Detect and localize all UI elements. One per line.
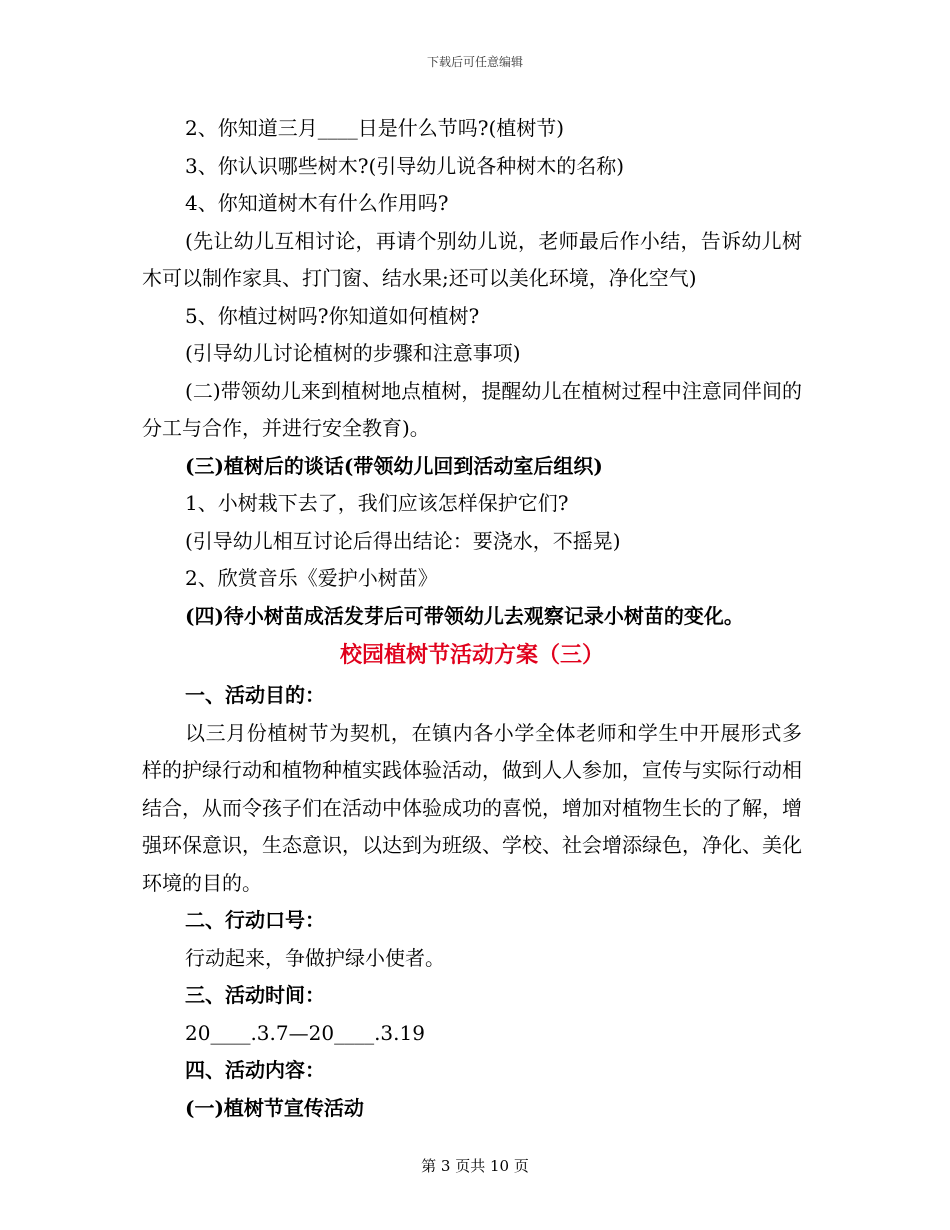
part-3-heading: (三)植树后的谈话(带领幼儿回到活动室后组织) <box>185 453 603 478</box>
section-4-subheading: (一)植树节宣传活动 <box>185 1095 364 1120</box>
part-3-question-1-answer: (引导幼儿相互讨论后得出结论：要浇水，不摇晃) <box>185 528 621 553</box>
section-1-body: 以三月份植树节为契机，在镇内各小学全体老师和学生中开展形式多样的护绿行动和植物种植实践体验活动，做到人人参加，宣传与实际行动相结合，从而令孩子们在活动中体验成功的喜悦，增加对植物生长的了解，增强环保意识，生态意识，以达到为班级、学校、社会增添绿色，净化、美化环境的目的。 <box>142 720 802 895</box>
part-4-heading: (四)待小树苗成活发芽后可带领幼儿去观察记录小树苗的变化。 <box>185 603 744 628</box>
part-2-paragraph: (二)带领幼儿来到植树地点植树，提醒幼儿在植树过程中注意同伴间的分工与合作，并进行安全教育)。 <box>142 378 802 440</box>
section-2-heading: 二、行动口号： <box>185 908 325 932</box>
document-body <box>142 110 802 1127</box>
section-title: 校园植树节活动方案（三） <box>339 642 604 668</box>
section-1-heading: 一、活动目的： <box>185 683 325 707</box>
section-2-body: 行动起来，争做护绿小使者。 <box>185 945 445 970</box>
part-3-question-1: 1、小树栽下去了，我们应该怎样保护它们? <box>185 491 569 515</box>
part-3-question-2: 2、欣赏音乐《爱护小树苗》 <box>185 566 438 590</box>
question-5: 5、你植过树吗?你知道如何植树? <box>185 303 480 328</box>
question-4-answer: (先让幼儿互相讨论，再请个别幼儿说，老师最后作小结，告诉幼儿树木可以制作家具、打门窗、结水果;还可以美化环境，净化空气) <box>142 228 802 290</box>
question-5-answer: (引导幼儿讨论植树的步骤和注意事项) <box>185 341 521 365</box>
page-header: 下载后可任意编辑 <box>426 55 523 69</box>
question-3: 3、你认识哪些树木?(引导幼儿说各种树木的名称) <box>185 153 625 178</box>
section-3-body: 20____.3.7—20____.3.19 <box>185 1020 425 1045</box>
page-footer: 第 3 页共 10 页 <box>421 1157 529 1175</box>
section-4-heading: 四、活动内容： <box>185 1058 325 1082</box>
question-4: 4、你知道树木有什么作用吗? <box>185 191 449 215</box>
question-2: 2、你知道三月____日是什么节吗?(植树节) <box>185 116 565 140</box>
section-3-heading: 三、活动时间： <box>185 983 325 1007</box>
